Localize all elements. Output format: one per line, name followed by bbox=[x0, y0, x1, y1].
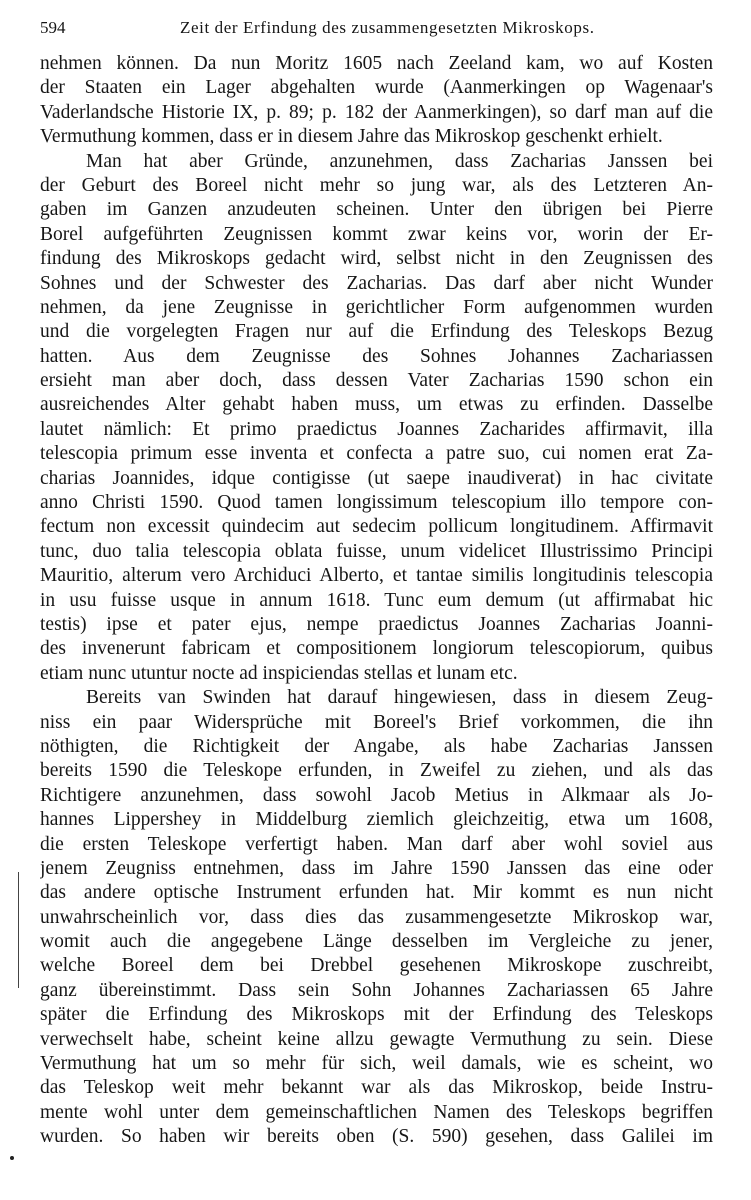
margin-bracket-mark bbox=[18, 872, 23, 988]
text-line: Richtigere anzunehmen, dass sowohl Jacob Metius in Alkmaar als Jo- bbox=[40, 784, 713, 806]
text-line: nehmen, da jene Zeugnisse in gerichtlicher Form aufgenommen wurden bbox=[40, 296, 713, 318]
text-line: ausreichendes Alter gehabt haben muss, um etwas zu erfinden. Dasselbe bbox=[40, 394, 713, 416]
text-line: anno Christi 1590. Quod tamen longissimum telescopium illo tempore con- bbox=[40, 492, 713, 514]
text-line: Mauritio, alterum vero Archiduci Alberto, et tantae similis longitudinis telescopia bbox=[40, 565, 713, 587]
text-line: nehmen können. Da nun Moritz 1605 nach Zeeland kam, wo auf Kosten bbox=[40, 53, 713, 74]
text-line: unwahrscheinlich vor, dass dies das zusammengesetzte Mikroskop war, bbox=[40, 906, 713, 928]
text-line: lautet nämlich: Et primo praedictus Joannes Zacharides affirmavit, illa bbox=[40, 418, 713, 440]
text-line: hannes Lippershey in Middelburg ziemlich gleichzeitig, etwa um 1608, bbox=[40, 809, 713, 831]
text-line: Sohnes und der Schwester des Zacharias. Das darf aber nicht Wunder bbox=[40, 272, 713, 294]
text-line: telescopia primum esse inventa et confecta a patre suo, cui nomen erat Za- bbox=[40, 443, 713, 465]
text-line: welche Boreel dem bei Drebbel gesehenen Mikroskope zuschreibt, bbox=[40, 955, 713, 977]
text-line: gaben im Ganzen anzudeuten scheinen. Unter den übrigen bei Pierre bbox=[40, 199, 713, 221]
running-head: Zeit der Erfindung des zusammengesetzten Mikroskops. bbox=[180, 18, 595, 37]
text-line: nöthigten, die Richtigkeit der Angabe, als habe Zacharias Janssen bbox=[40, 735, 713, 757]
text-line: Vermuthung hat um so mehr für sich, weil damals, wie es scheint, wo bbox=[40, 1053, 713, 1075]
text-line: ganz übereinstimmt. Dass sein Sohn Johannes Zachariassen 65 Jahre bbox=[40, 979, 713, 1001]
text-line: der Staaten ein Lager abgehalten wurde (Aanmerkingen op Wagenaar's bbox=[40, 77, 713, 99]
text-line: charias Joannides, idque contigisse (ut saepe inaudiverat) in hac civitate bbox=[40, 467, 713, 489]
text-line: in usu fuisse usque in annum 1618. Tunc eum demum (ut affirmabat hic bbox=[40, 589, 713, 611]
text-line: ersieht man aber doch, dass dessen Vater Zacharias 1590 schon ein bbox=[40, 370, 713, 392]
text-line: und die vorgelegten Fragen nur auf die Erfindung des Teleskops Bezug bbox=[40, 321, 713, 343]
text-line: jenem Zeugniss entnehmen, dass im Jahre 1590 Janssen das eine oder bbox=[40, 857, 713, 879]
text-line: das andere optische Instrument erfunden hat. Mir kommt es nun nicht bbox=[40, 882, 713, 904]
text-line: mente wohl unter dem gemeinschaftlichen Namen des Teleskops begriffen bbox=[40, 1101, 713, 1123]
text-line: niss ein paar Widersprüche mit Boreel's Brief vorkommen, die ihn bbox=[40, 711, 713, 733]
margin-dot-mark bbox=[10, 1156, 14, 1160]
paragraph-start-line: Man hat aber Gründe, anzunehmen, dass Zacharias Janssen bei bbox=[86, 150, 713, 172]
page-header bbox=[40, 18, 720, 44]
text-line: testis) ipse et pater ejus, nempe praedictus Joannes Zacharias Joanni- bbox=[40, 613, 713, 635]
text-line: das Teleskop weit mehr bekannt war als das Mikroskop, beide Instru- bbox=[40, 1077, 713, 1099]
text-line: findung des Mikroskops gedacht wird, selbst nicht in den Zeugnissen des bbox=[40, 248, 713, 270]
text-line: tunc, duo talia telescopia oblata fuisse, unum videlicet Illustrissimo Principi bbox=[40, 540, 713, 562]
body-text bbox=[40, 52, 713, 1150]
text-line: wurden. So haben wir bereits oben (S. 590) gesehen, dass Galilei im bbox=[40, 1126, 713, 1148]
text-line: später die Erfindung des Mikroskops mit der Erfindung des Teleskops bbox=[40, 1004, 713, 1026]
text-line: des invenerunt fabricam et compositionem longiorum telescopiorum, quibus bbox=[40, 638, 713, 660]
text-line: Borel aufgeführten Zeugnissen kommt zwar keins vor, worin der Er- bbox=[40, 223, 713, 245]
paragraph-start-line: Bereits van Swinden hat darauf hingewiesen, dass in diesem Zeug- bbox=[86, 687, 713, 709]
text-line: verwechselt habe, scheint keine allzu gewagte Vermuthung zu sein. Diese bbox=[40, 1028, 713, 1050]
page-number: 594 bbox=[40, 18, 66, 37]
text-line: hatten. Aus dem Zeugnisse des Sohnes Johannes Zachariassen bbox=[40, 345, 713, 367]
text-line: etiam nunc utuntur nocte ad inspiciendas stellas et lunam etc. bbox=[40, 662, 518, 684]
text-line: bereits 1590 die Teleskope erfunden, in Zweifel zu ziehen, und als das bbox=[40, 760, 713, 782]
text-line: der Geburt des Boreel nicht mehr so jung war, als des Letzteren An- bbox=[40, 174, 713, 196]
text-line: fectum non excessit quindecim aut sedecim pollicum longitudinem. Affirmavit bbox=[40, 516, 713, 538]
text-line: Vermuthung kommen, dass er in diesem Jahre das Mikroskop geschenkt erhielt. bbox=[40, 126, 663, 148]
text-line: womit auch die angegebene Länge desselben im Vergleiche zu jener, bbox=[40, 931, 713, 953]
text-line: die ersten Teleskope verfertigt haben. Man darf aber wohl soviel aus bbox=[40, 833, 713, 855]
text-line: Vaderlandsche Historie IX, p. 89; p. 182 der Aanmerkingen), so darf man auf die bbox=[40, 101, 713, 123]
